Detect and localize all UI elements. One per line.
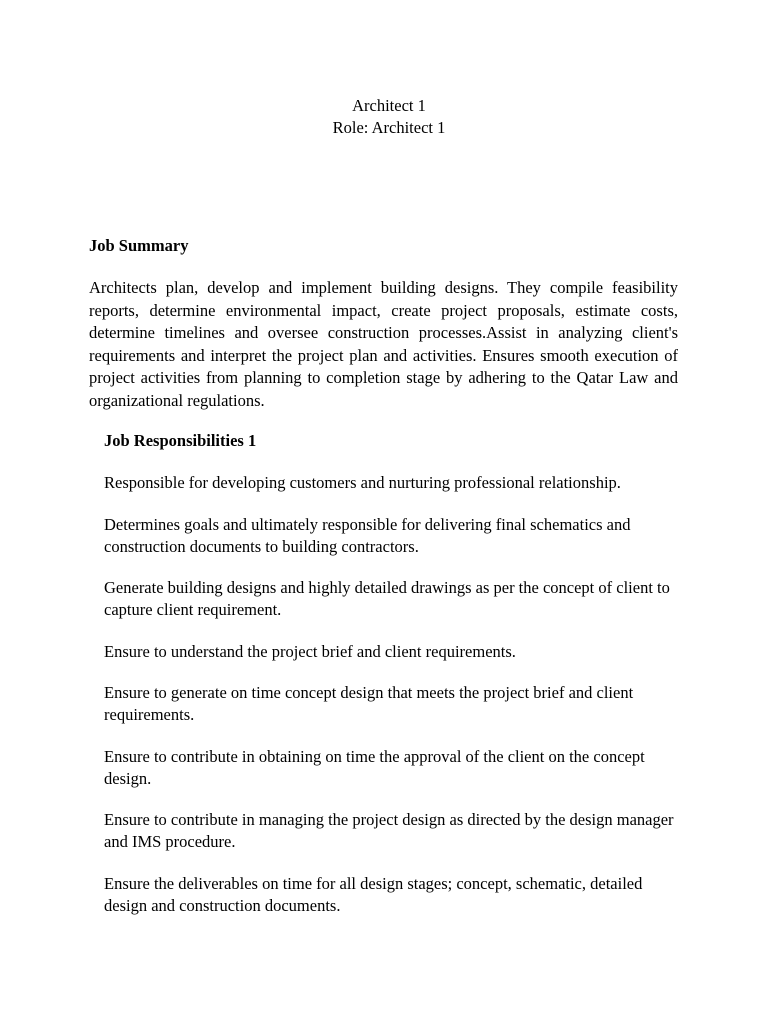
responsibility-item: Ensure the deliverables on time for all design stages; concept, schematic, detailed design and construction documents. [104,873,643,915]
responsibilities-list [104,472,674,936]
responsibility-item: Ensure to contribute in managing the project design as directed by the design manager and IMS procedure. [104,810,674,851]
job-summary-text: Architects plan, develop and implement building designs. They compile feasibility reports, determine environmental impact, create project proposals, estimate costs, determine timelines and oversee construction processes.Assist in analyzing client's requirements and interpret the project plan and activities. Ensures smooth execution of project activities from planning to completion stage by adhering to the Qatar Law and organizational regulations. [89,278,678,410]
responsibility-item: Responsible for developing customers and nurturing professional relationship. [104,473,621,492]
document-role: Role: Architect 1 [332,118,446,137]
responsibility-item: Ensure to understand the project brief and client requirements. [104,641,516,661]
document-title: Architect 1 [352,96,426,115]
responsibility-item: Ensure to generate on time concept design that meets the project brief and client requirements. [104,683,634,724]
document-header [0,95,768,139]
responsibility-item: Generate building designs and highly detailed drawings as per the concept of client to capture client requirement. [104,578,670,619]
responsibility-item: Ensure to contribute in obtaining on time the approval of the client on the concept design. [104,746,645,788]
job-summary-heading: Job Summary [89,236,189,255]
responsibility-item: Determines goals and ultimately responsible for delivering final schematics and construction documents to building contractors. [104,514,631,556]
job-responsibilities-heading: Job Responsibilities 1 [104,431,257,450]
